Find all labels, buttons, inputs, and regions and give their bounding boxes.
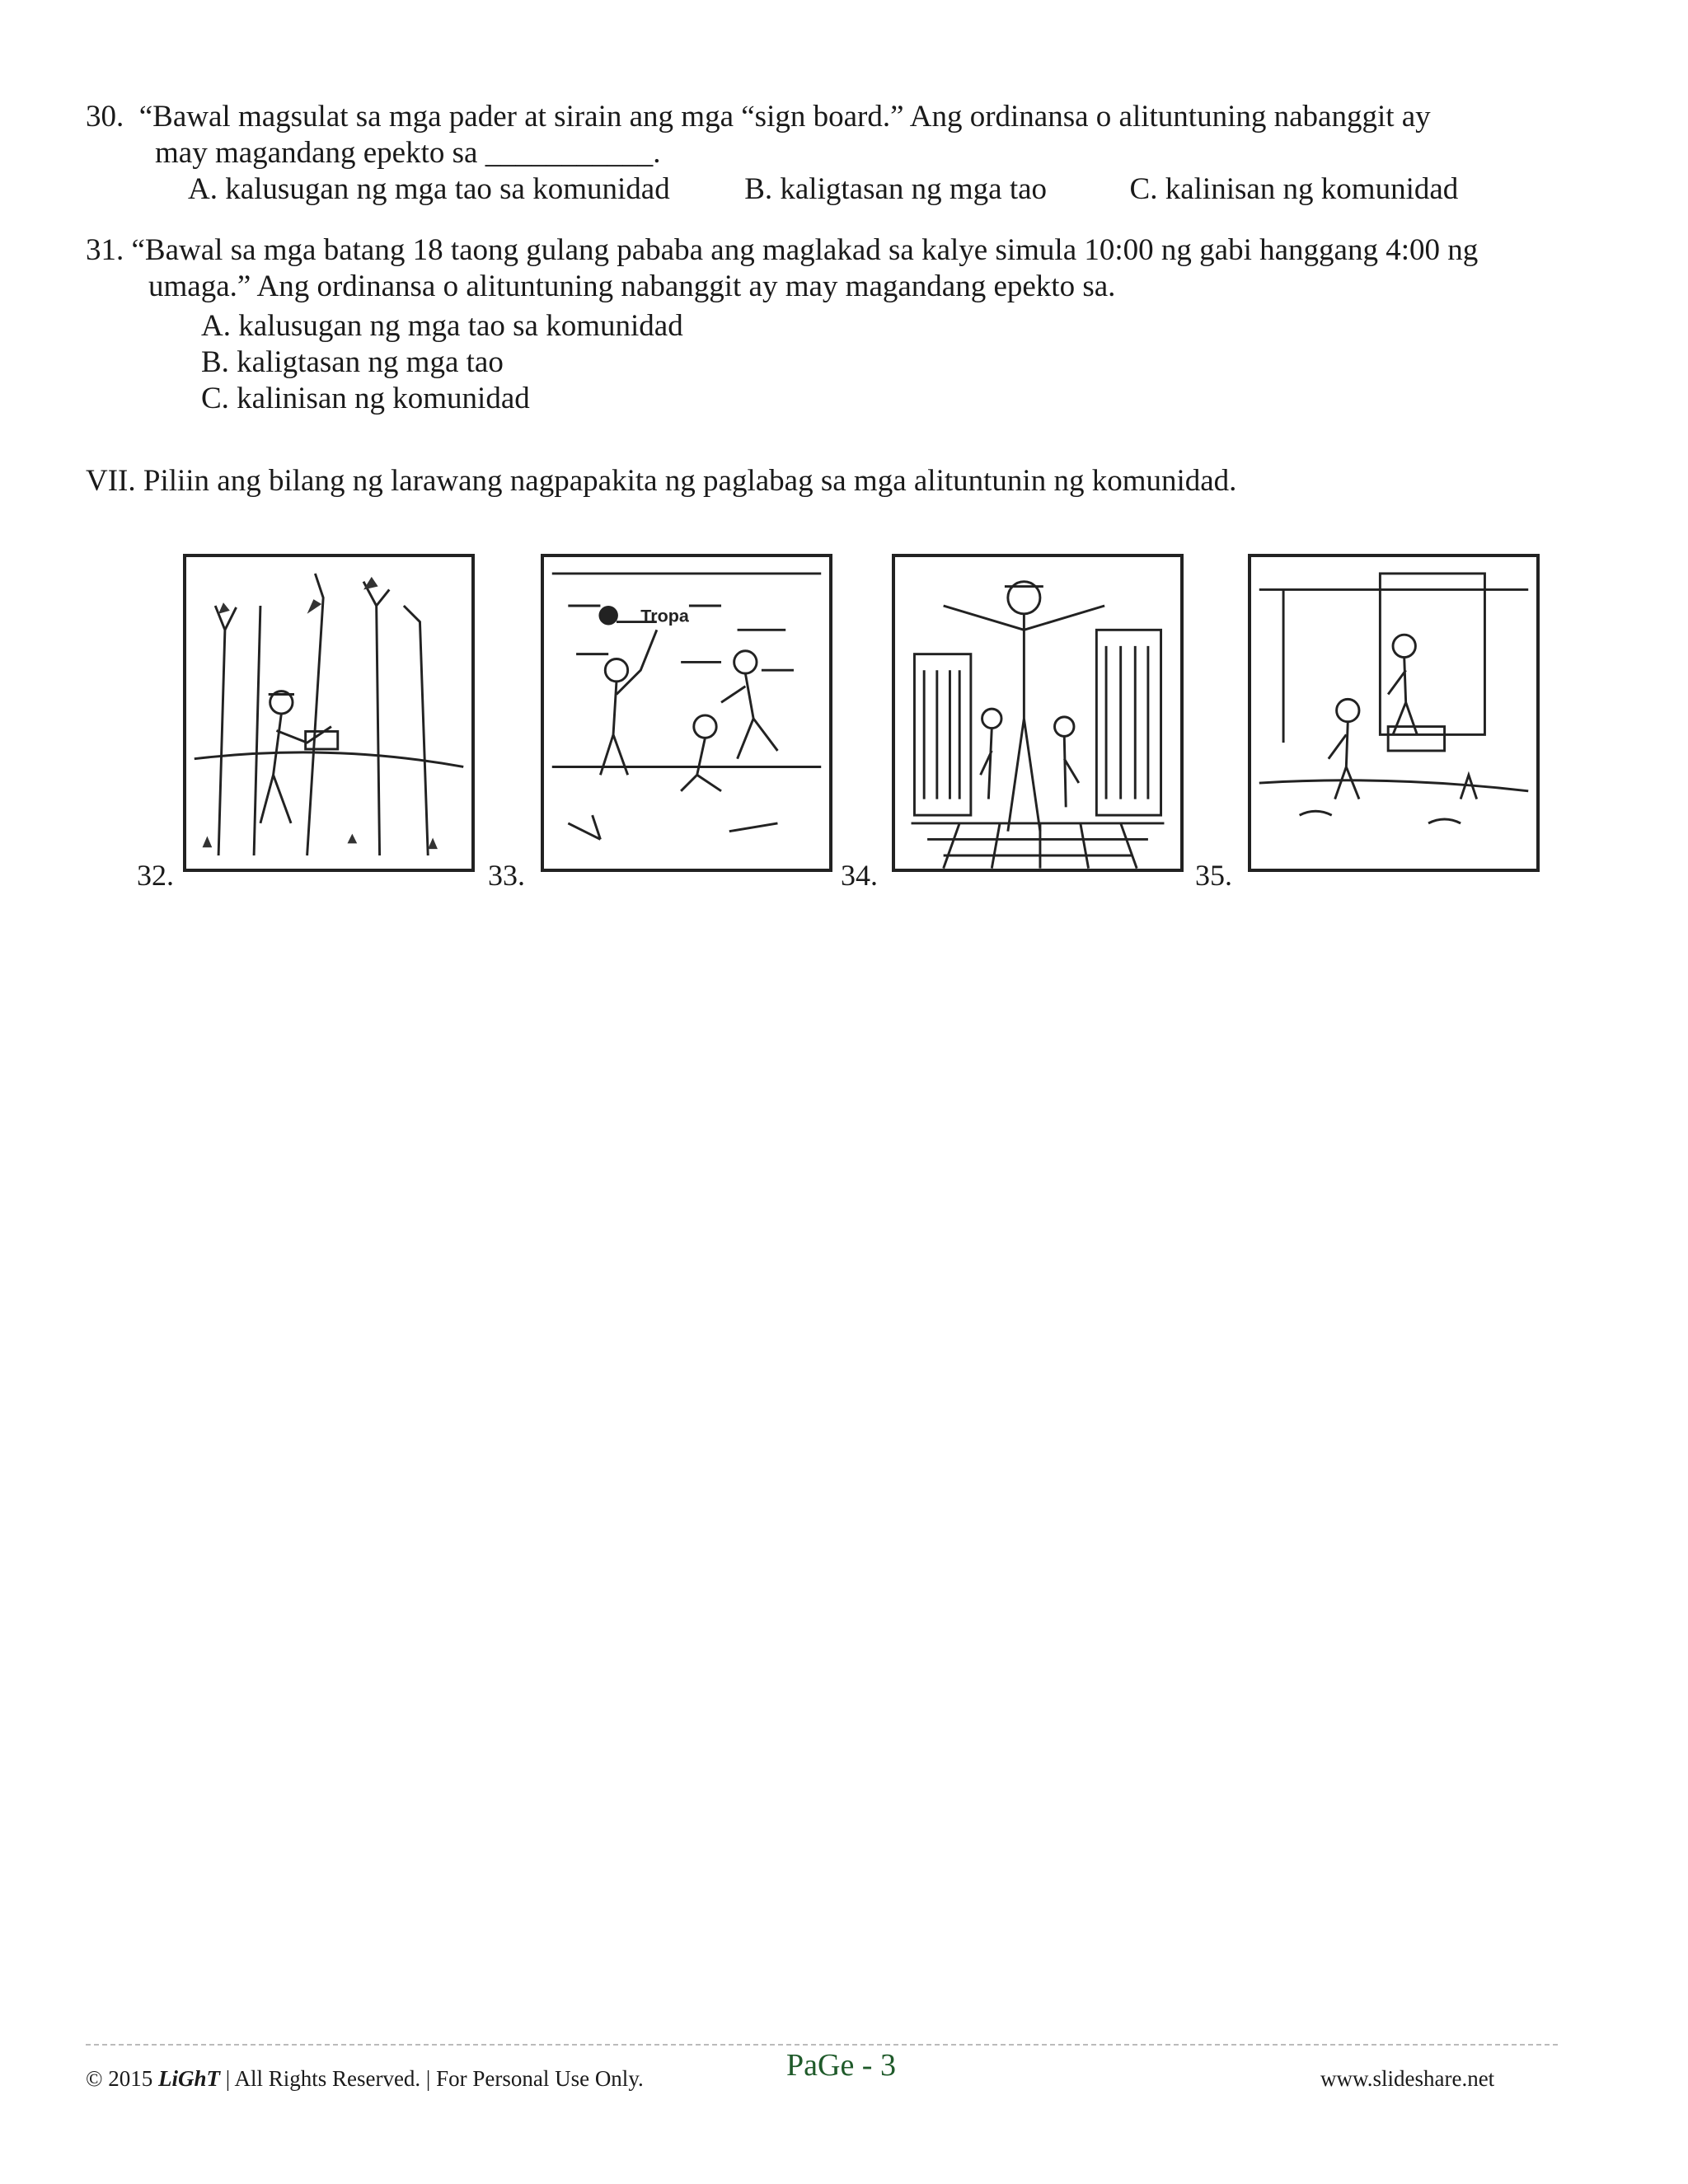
tree-cutting-icon (186, 557, 471, 869)
question-text-line1: “Bawal magsulat sa mga pader at sirain ang mga “sign board.” Ang ordinansa o alituntuning nabanggit ay (138, 100, 1431, 134)
traffic-officer-crossing-illustration[interactable] (892, 554, 1184, 872)
question-number: 30. (86, 100, 124, 134)
wall-vandalism-icon (544, 557, 829, 869)
copyright-prefix: © 2015 (86, 2066, 153, 2091)
choice-c: C. kalinisan ng komunidad (201, 382, 530, 415)
question-30-choices (188, 171, 1458, 208)
choice-b: B. kaligtasan ng mga tao (744, 172, 1048, 206)
choice-a: A. kalusugan ng mga tao sa komunidad (201, 309, 683, 343)
tree-cutting-illustration[interactable] (183, 554, 475, 872)
footer-brand: LiGhT (158, 2066, 221, 2091)
question-text-line2: umaga.” Ang ordinansa o alituntuning nabanggit ay may magandang epekto sa. (148, 269, 1116, 303)
wall-graffiti-text: Tropa (640, 606, 689, 626)
footer-copyright (86, 2064, 644, 2093)
question-number: 31. (86, 233, 124, 267)
picture-number: 33. (488, 859, 525, 892)
traffic-officer-icon (895, 557, 1180, 869)
question-text-line2: may magandang epekto sa ___________. (155, 136, 661, 170)
picture-number: 32. (137, 859, 174, 892)
page-number: PaGe - 3 (786, 2048, 896, 2083)
footer-website[interactable]: www.slideshare.net (1320, 2066, 1495, 2091)
children-at-doorway-illustration[interactable] (1248, 554, 1540, 872)
choice-c: C. kalinisan ng komunidad (1129, 172, 1459, 206)
picture-number: 35. (1195, 859, 1232, 892)
choice-a: A. kalusugan ng mga tao sa komunidad (188, 172, 670, 206)
wall-vandalism-illustration[interactable] (541, 554, 832, 872)
question-31 (86, 232, 1635, 305)
choice-b: B. kaligtasan ng mga tao (201, 345, 504, 379)
children-doorway-icon (1251, 557, 1536, 869)
footer-rights: | All Rights Reserved. | For Personal Use Only. (225, 2066, 644, 2091)
question-30 (86, 99, 1635, 171)
picture-number: 34. (841, 859, 878, 892)
question-text-line1: “Bawal sa mga batang 18 taong gulang pababa ang maglakad sa kalye simula 10:00 ng gabi hanggang 4:00 ng (131, 233, 1479, 267)
footer-divider (86, 2044, 1558, 2046)
section-title: VII. Piliin ang bilang ng larawang nagpapakita ng paglabag sa mga alituntunin ng komunidad. (86, 464, 1237, 498)
